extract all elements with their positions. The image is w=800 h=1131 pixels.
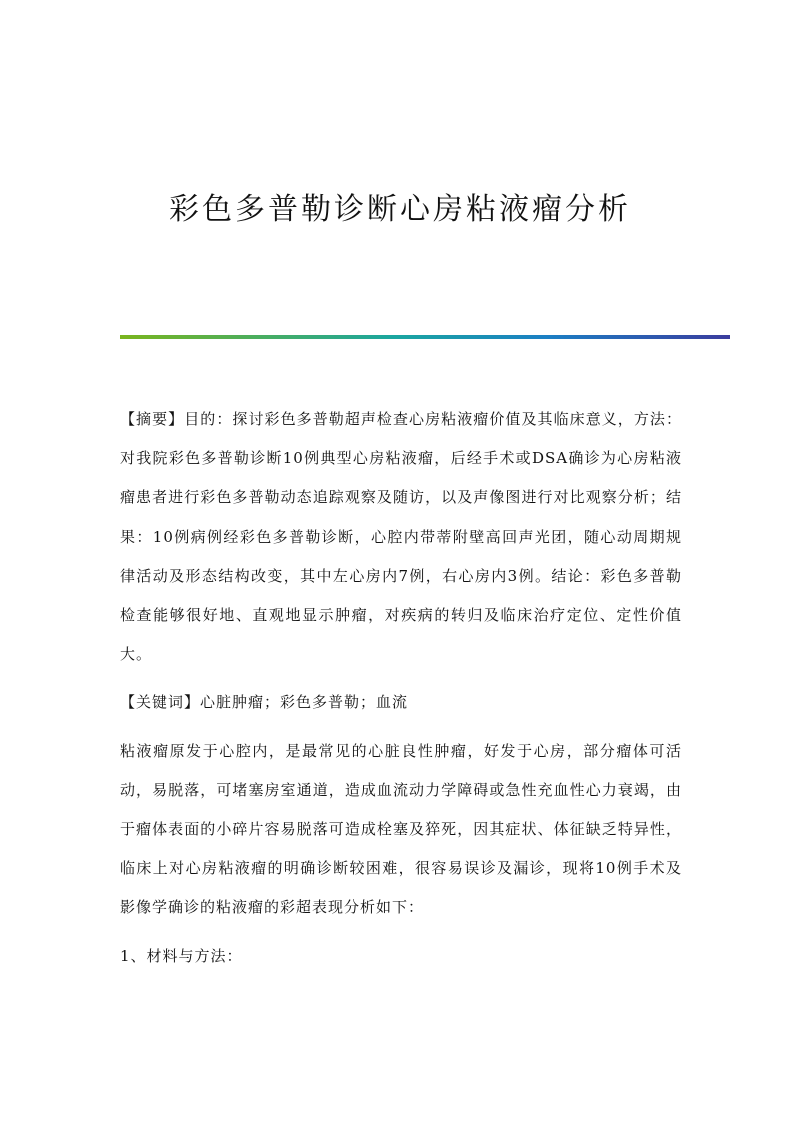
keywords-paragraph: 【关键词】心脏肿瘤；彩色多普勒；血流 bbox=[120, 693, 409, 712]
intro-paragraph: 粘液瘤原发于心腔内，是最常见的心脏良性肿瘤，好发于心房，部分瘤体可活动，易脱落，可堵塞房室通道，造成血流动力学障碍或急性充血性心力衰竭，由于瘤体表面的小碎片容易脱落可造成栓塞及猝死，因其症状、体征缺乏特异性，临床上对心房粘液瘤的明确诊断较困难，很容易误诊及漏诊，现将10例手术及影像学确诊的粘液瘤的彩超表现分析如下： bbox=[120, 741, 682, 917]
title-divider bbox=[120, 335, 730, 339]
abstract-paragraph: 【摘要】目的：探讨彩色多普勒超声检查心房粘液瘤价值及其临床意义，方法：对我院彩色多普勒诊断10例典型心房粘液瘤，后经手术或DSA确诊为心房粘液瘤患者进行彩色多普勒动态追踪观察及随访，以及声像图进行对比观察分析；结果：10例病例经彩色多普勒诊断，心腔内带蒂附壁高回声光团，随心动周期规律活动及形态结构改变，其中左心房内7例，右心房内3例。结论：彩色多普勒检查能够很好地、直观地显示肿瘤，对疾病的转归及临床治疗定位、定性价值大。 bbox=[120, 410, 682, 664]
document-title: 彩色多普勒诊断心房粘液瘤分析 bbox=[169, 192, 631, 227]
section-heading: 1、材料与方法： bbox=[120, 946, 243, 965]
document-body bbox=[120, 400, 682, 976]
